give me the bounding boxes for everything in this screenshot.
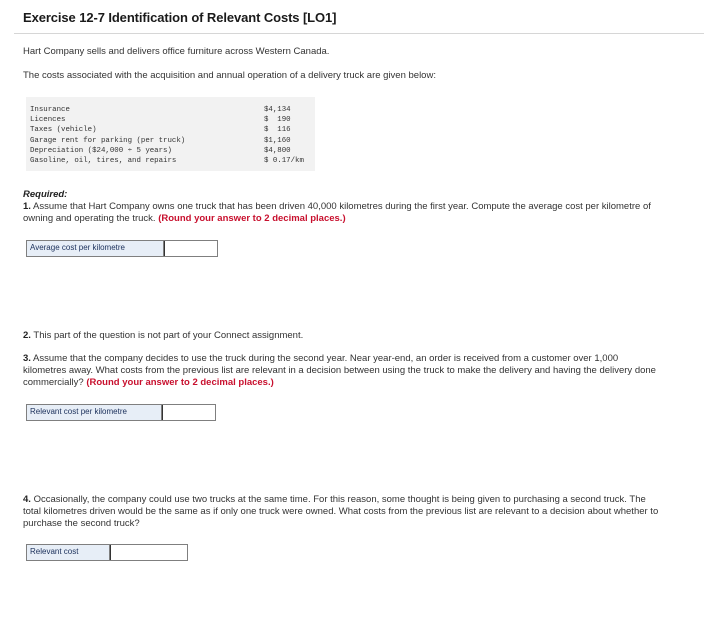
question-4 [23,494,663,530]
average-cost-label: Average cost per kilometre [27,241,164,256]
question-4-number: 4. [23,494,31,505]
answer-row-relevant-cost [26,544,188,561]
page-title: Exercise 12-7 Identification of Relevant Costs [LO1] [23,10,337,25]
answer-row-relevant-cost-per-km [26,404,216,421]
relevant-cost-label: Relevant cost [27,545,110,560]
question-1-text: Assume that Hart Company owns one truck that has been driven 40,000 kilometres during the first year. Compute the average cost per kilometre of owning and operating the truck. [23,201,651,224]
average-cost-input[interactable] [164,241,217,256]
relevant-cost-per-km-input[interactable] [162,405,215,420]
required-heading: Required: [23,189,68,200]
relevant-cost-input[interactable] [110,545,187,560]
cost-list-box [26,97,315,171]
question-3-number: 3. [23,353,31,364]
intro-company-text: Hart Company sells and delivers office furniture across Western Canada. [23,46,330,57]
question-1-number: 1. [23,201,31,212]
question-2-text: This part of the question is not part of your Connect assignment. [30,330,304,341]
question-3 [23,353,663,389]
relevant-cost-per-km-label: Relevant cost per kilometre [27,405,162,420]
cost-item-values: $4,134 $ 190 $ 116 $1,160 $4,800 $ 0.17/km [264,106,304,166]
question-1 [23,201,663,225]
question-3-text: Assume that the company decides to use the truck during the second year. Near year-end, an order is received from a customer over 1,000 kilometres away. What costs from the previous list are relevant in a decision between using the truck to make the delivery and having the delivery done commercially? [23,353,656,388]
title-divider [14,33,704,34]
cost-item-labels: Insurance Licences Taxes (vehicle) Garage rent for parking (per truck) Depreciation ($24,000 ÷ 5 years) Gasoline, oil, tires, and repairs [30,106,186,166]
question-3-rounding-note: (Round your answer to 2 decimal places.) [86,377,274,388]
question-4-text: Occasionally, the company could use two trucks at the same time. For this reason, some thought is being given to purchasing a second truck. The total kilometres driven would be the same as if only one truck were owned. What costs from the previous list are relevant to a decision about whether to purchase the second truck? [23,494,659,529]
question-2-number: 2. [23,330,31,341]
answer-row-average-cost [26,240,218,257]
intro-costs-text: The costs associated with the acquisition and annual operation of a delivery truck are given below: [23,70,436,81]
question-1-rounding-note: (Round your answer to 2 decimal places.) [158,213,346,224]
question-2 [23,330,663,342]
